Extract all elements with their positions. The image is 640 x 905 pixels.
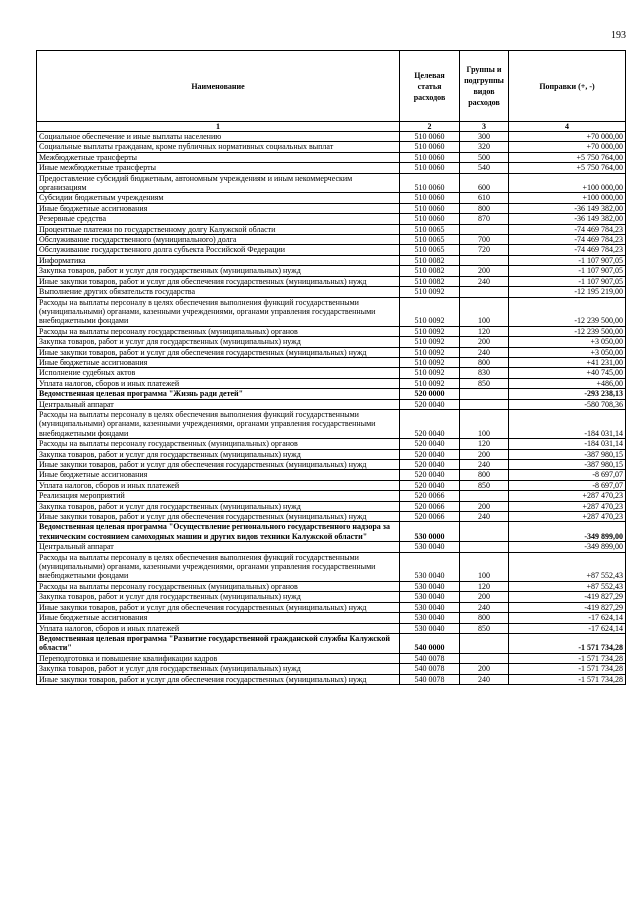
row-name: Ведомственная целевая программа "Осуществление регионального государственного надзора за техническим состоянием самоходных машин и других видов техники Калужской области" (37, 522, 400, 542)
row-target-code: 540 0078 (400, 664, 460, 674)
row-name: Расходы на выплаты персоналу государственных (муниципальных) органов (37, 439, 400, 449)
row-amendment: +287 470,23 (509, 491, 626, 501)
row-name: Расходы на выплаты персоналу в целях обеспечения выполнения функций государственными (муниципальными) органами, казенными учреждениями, органами управления государственными внебюджетными фондами (37, 552, 400, 581)
row-amendment: -17 624,14 (509, 613, 626, 623)
column-number: 3 (460, 122, 509, 132)
row-group-code: 240 (460, 347, 509, 357)
table-row (37, 592, 626, 602)
row-target-code: 520 0066 (400, 501, 460, 511)
row-name: Ведомственная целевая программа "Жизнь ради детей" (37, 389, 400, 399)
row-amendment: -74 469 784,23 (509, 224, 626, 234)
row-target-code: 520 0040 (400, 409, 460, 438)
row-target-code: 510 0060 (400, 203, 460, 213)
table-row (37, 522, 626, 542)
row-amendment: -74 469 784,23 (509, 235, 626, 245)
row-name: Иные закупки товаров, работ и услуг для обеспечения государственных (муниципальных) нужд (37, 347, 400, 357)
row-target-code: 510 0060 (400, 152, 460, 162)
row-name: Социальное обеспечение и иные выплаты населению (37, 132, 400, 142)
row-target-code: 510 0065 (400, 245, 460, 255)
table-row (37, 326, 626, 336)
row-name: Иные межбюджетные трансферты (37, 163, 400, 173)
row-target-code: 510 0092 (400, 287, 460, 297)
row-amendment: +87 552,43 (509, 581, 626, 591)
row-group-code: 240 (460, 276, 509, 286)
row-target-code: 530 0040 (400, 613, 460, 623)
row-name: Закупка товаров, работ и услуг для государственных (муниципальных) нужд (37, 266, 400, 276)
row-amendment: -17 624,14 (509, 623, 626, 633)
row-group-code: 850 (460, 480, 509, 490)
table-row (37, 297, 626, 326)
table-row (37, 214, 626, 224)
table-row (37, 480, 626, 490)
row-amendment: -419 827,29 (509, 602, 626, 612)
row-name: Ведомственная целевая программа "Развитие государственной гражданской службы Калужской области" (37, 633, 400, 653)
table-row (37, 409, 626, 438)
table-row (37, 347, 626, 357)
row-name: Обслуживание государственного (муниципального) долга (37, 235, 400, 245)
table-row (37, 542, 626, 552)
row-group-code: 100 (460, 297, 509, 326)
row-target-code: 510 0082 (400, 255, 460, 265)
table-row (37, 602, 626, 612)
row-amendment: -12 195 219,00 (509, 287, 626, 297)
row-amendment: -580 708,36 (509, 399, 626, 409)
row-name: Расходы на выплаты персоналу государственных (муниципальных) органов (37, 581, 400, 591)
table-row (37, 512, 626, 522)
row-group-code: 800 (460, 357, 509, 367)
column-number-row (37, 122, 626, 132)
row-amendment: -1 107 907,05 (509, 255, 626, 265)
row-name: Иные бюджетные ассигнования (37, 357, 400, 367)
table-row (37, 235, 626, 245)
row-amendment: -349 899,00 (509, 542, 626, 552)
row-name: Предоставление субсидий бюджетным, автономным учреждениям и иным некоммерческим организациям (37, 173, 400, 193)
row-name: Закупка товаров, работ и услуг для государственных (муниципальных) нужд (37, 592, 400, 602)
table-row (37, 163, 626, 173)
row-group-code: 120 (460, 581, 509, 591)
row-group-code: 700 (460, 235, 509, 245)
row-target-code: 520 0000 (400, 389, 460, 399)
row-target-code: 520 0040 (400, 449, 460, 459)
row-group-code: 120 (460, 326, 509, 336)
table-body (37, 132, 626, 685)
row-target-code: 520 0066 (400, 512, 460, 522)
row-target-code: 510 0092 (400, 357, 460, 367)
row-target-code: 510 0092 (400, 378, 460, 388)
table-row (37, 552, 626, 581)
row-group-code (460, 389, 509, 399)
row-target-code: 530 0040 (400, 552, 460, 581)
row-name: Уплата налогов, сборов и иных платежей (37, 378, 400, 388)
row-target-code: 530 0040 (400, 581, 460, 591)
row-group-code: 720 (460, 245, 509, 255)
table-row (37, 173, 626, 193)
row-name: Расходы на выплаты персоналу государственных (муниципальных) органов (37, 326, 400, 336)
row-name: Процентные платежи по государственному долгу Калужской области (37, 224, 400, 234)
row-name: Расходы на выплаты персоналу в целях обеспечения выполнения функций государственными (муниципальными) органами, казенными учреждениями, органами управления государственными внебюджетными фондами (37, 409, 400, 438)
row-amendment: -8 697,07 (509, 470, 626, 480)
row-target-code: 510 0065 (400, 235, 460, 245)
budget-amendments-table (36, 50, 626, 685)
table-row (37, 653, 626, 663)
row-amendment: -1 571 734,28 (509, 633, 626, 653)
row-group-code (460, 399, 509, 409)
row-amendment: +41 231,00 (509, 357, 626, 367)
table-row (37, 337, 626, 347)
table-row (37, 193, 626, 203)
row-name: Обслуживание государственного долга субъекта Российской Федерации (37, 245, 400, 255)
row-group-code: 240 (460, 512, 509, 522)
table-row (37, 613, 626, 623)
table-row (37, 664, 626, 674)
row-amendment: -12 239 500,00 (509, 326, 626, 336)
row-target-code: 510 0060 (400, 214, 460, 224)
row-target-code: 530 0040 (400, 623, 460, 633)
row-group-code: 240 (460, 602, 509, 612)
row-target-code: 510 0092 (400, 297, 460, 326)
row-group-code: 120 (460, 439, 509, 449)
row-name: Реализация мероприятий (37, 491, 400, 501)
header-groups: Группы и подгруппы видов расходов (460, 51, 509, 122)
row-name: Иные бюджетные ассигнования (37, 470, 400, 480)
row-amendment: -293 238,13 (509, 389, 626, 399)
row-amendment: -387 980,15 (509, 449, 626, 459)
row-name: Иные бюджетные ассигнования (37, 203, 400, 213)
row-amendment: -36 149 382,00 (509, 203, 626, 213)
row-group-code (460, 491, 509, 501)
row-group-code: 100 (460, 552, 509, 581)
column-number: 1 (37, 122, 400, 132)
row-target-code: 520 0040 (400, 399, 460, 409)
table-row (37, 449, 626, 459)
row-group-code: 870 (460, 214, 509, 224)
row-group-code: 300 (460, 132, 509, 142)
row-target-code: 510 0060 (400, 132, 460, 142)
column-number: 4 (509, 122, 626, 132)
row-name: Резервные средства (37, 214, 400, 224)
row-group-code: 200 (460, 337, 509, 347)
table-row (37, 378, 626, 388)
row-target-code: 520 0040 (400, 460, 460, 470)
row-name: Закупка товаров, работ и услуг для государственных (муниципальных) нужд (37, 449, 400, 459)
row-name: Расходы на выплаты персоналу в целях обеспечения выполнения функций государственными (муниципальными) органами, казенными учреждениями, органами управления государственными внебюджетными фондами (37, 297, 400, 326)
row-name: Иные закупки товаров, работ и услуг для обеспечения государственных (муниципальных) нужд (37, 460, 400, 470)
row-name: Выполнение других обязательств государства (37, 287, 400, 297)
row-target-code: 520 0066 (400, 491, 460, 501)
row-group-code: 540 (460, 163, 509, 173)
row-target-code: 510 0060 (400, 193, 460, 203)
row-amendment: +486,00 (509, 378, 626, 388)
row-group-code: 800 (460, 203, 509, 213)
row-name: Иные закупки товаров, работ и услуг для обеспечения государственных (муниципальных) нужд (37, 674, 400, 684)
row-amendment: +87 552,43 (509, 552, 626, 581)
row-target-code: 520 0040 (400, 439, 460, 449)
row-group-code: 600 (460, 173, 509, 193)
row-name: Межбюджетные трансферты (37, 152, 400, 162)
row-amendment: -36 149 382,00 (509, 214, 626, 224)
row-target-code: 510 0092 (400, 347, 460, 357)
row-amendment: -8 697,07 (509, 480, 626, 490)
row-name: Закупка товаров, работ и услуг для государственных (муниципальных) нужд (37, 664, 400, 674)
row-amendment: +3 050,00 (509, 347, 626, 357)
table-row (37, 245, 626, 255)
row-group-code: 800 (460, 613, 509, 623)
row-name: Иные закупки товаров, работ и услуг для обеспечения государственных (муниципальных) нужд (37, 276, 400, 286)
row-amendment: -184 031,14 (509, 409, 626, 438)
row-group-code (460, 633, 509, 653)
row-name: Центральный аппарат (37, 399, 400, 409)
row-group-code (460, 287, 509, 297)
row-group-code: 320 (460, 142, 509, 152)
row-group-code: 200 (460, 449, 509, 459)
row-name: Иные закупки товаров, работ и услуг для обеспечения государственных (муниципальных) нужд (37, 512, 400, 522)
header-name: Наименование (37, 51, 400, 122)
row-group-code: 200 (460, 664, 509, 674)
header-target: Целевая статья расходов (400, 51, 460, 122)
row-group-code: 200 (460, 266, 509, 276)
row-amendment: -1 107 907,05 (509, 266, 626, 276)
row-group-code: 200 (460, 501, 509, 511)
table-row (37, 357, 626, 367)
row-amendment: -74 469 784,23 (509, 245, 626, 255)
table-row (37, 470, 626, 480)
table-row (37, 491, 626, 501)
row-amendment: -184 031,14 (509, 439, 626, 449)
table-row (37, 623, 626, 633)
table-row (37, 266, 626, 276)
table-row (37, 674, 626, 684)
table-row (37, 399, 626, 409)
column-number: 2 (400, 122, 460, 132)
row-amendment: -1 571 734,28 (509, 653, 626, 663)
table-row (37, 368, 626, 378)
table-row (37, 276, 626, 286)
row-group-code: 800 (460, 470, 509, 480)
table-row (37, 389, 626, 399)
row-group-code (460, 542, 509, 552)
row-name: Центральный аппарат (37, 542, 400, 552)
row-group-code: 500 (460, 152, 509, 162)
row-amendment: +287 470,23 (509, 501, 626, 511)
table-row (37, 581, 626, 591)
row-target-code: 510 0082 (400, 276, 460, 286)
row-group-code (460, 653, 509, 663)
header-row (37, 51, 626, 122)
table-row (37, 501, 626, 511)
row-name: Иные бюджетные ассигнования (37, 613, 400, 623)
row-name: Информатика (37, 255, 400, 265)
table-row (37, 255, 626, 265)
row-name: Субсидии бюджетным учреждениям (37, 193, 400, 203)
row-target-code: 510 0082 (400, 266, 460, 276)
row-target-code: 540 0078 (400, 653, 460, 663)
row-group-code: 610 (460, 193, 509, 203)
row-amendment: +3 050,00 (509, 337, 626, 347)
row-target-code: 510 0065 (400, 224, 460, 234)
row-amendment: +40 745,00 (509, 368, 626, 378)
header-amendments: Поправки (+, -) (509, 51, 626, 122)
row-name: Исполнение судебных актов (37, 368, 400, 378)
row-target-code: 520 0040 (400, 470, 460, 480)
row-group-code (460, 255, 509, 265)
row-name: Закупка товаров, работ и услуг для государственных (муниципальных) нужд (37, 501, 400, 511)
table-row (37, 287, 626, 297)
table-row (37, 439, 626, 449)
row-group-code: 240 (460, 460, 509, 470)
table-row (37, 460, 626, 470)
row-target-code: 530 0040 (400, 592, 460, 602)
row-group-code (460, 522, 509, 542)
row-amendment: +287 470,23 (509, 512, 626, 522)
table-row (37, 633, 626, 653)
row-target-code: 510 0092 (400, 337, 460, 347)
row-name: Уплата налогов, сборов и иных платежей (37, 480, 400, 490)
row-target-code: 510 0060 (400, 173, 460, 193)
row-amendment: +70 000,00 (509, 132, 626, 142)
row-target-code: 520 0040 (400, 480, 460, 490)
row-group-code: 830 (460, 368, 509, 378)
row-amendment: -419 827,29 (509, 592, 626, 602)
row-amendment: -1 571 734,28 (509, 664, 626, 674)
page-number: 193 (611, 30, 626, 41)
row-amendment: +100 000,00 (509, 193, 626, 203)
row-amendment: -1 107 907,05 (509, 276, 626, 286)
table-row (37, 203, 626, 213)
row-amendment: +5 750 764,00 (509, 152, 626, 162)
table-row (37, 152, 626, 162)
row-amendment: -349 899,00 (509, 522, 626, 542)
row-group-code (460, 224, 509, 234)
row-amendment: +70 000,00 (509, 142, 626, 152)
row-amendment: -1 571 734,28 (509, 674, 626, 684)
row-amendment: +100 000,00 (509, 173, 626, 193)
row-target-code: 510 0092 (400, 326, 460, 336)
table-row (37, 132, 626, 142)
row-target-code: 530 0040 (400, 602, 460, 612)
row-target-code: 510 0060 (400, 142, 460, 152)
row-amendment: +5 750 764,00 (509, 163, 626, 173)
row-target-code: 530 0040 (400, 542, 460, 552)
row-amendment: -12 239 500,00 (509, 297, 626, 326)
row-target-code: 510 0060 (400, 163, 460, 173)
row-name: Уплата налогов, сборов и иных платежей (37, 623, 400, 633)
row-name: Переподготовка и повышение квалификации кадров (37, 653, 400, 663)
table-row (37, 142, 626, 152)
row-target-code: 510 0092 (400, 368, 460, 378)
table-row (37, 224, 626, 234)
row-group-code: 100 (460, 409, 509, 438)
row-target-code: 540 0078 (400, 674, 460, 684)
row-group-code: 240 (460, 674, 509, 684)
row-group-code: 200 (460, 592, 509, 602)
row-group-code: 850 (460, 623, 509, 633)
row-name: Иные закупки товаров, работ и услуг для обеспечения государственных (муниципальных) нужд (37, 602, 400, 612)
row-name: Закупка товаров, работ и услуг для государственных (муниципальных) нужд (37, 337, 400, 347)
row-group-code: 850 (460, 378, 509, 388)
row-target-code: 540 0000 (400, 633, 460, 653)
row-amendment: -387 980,15 (509, 460, 626, 470)
row-name: Социальные выплаты гражданам, кроме публичных нормативных социальных выплат (37, 142, 400, 152)
row-target-code: 530 0000 (400, 522, 460, 542)
